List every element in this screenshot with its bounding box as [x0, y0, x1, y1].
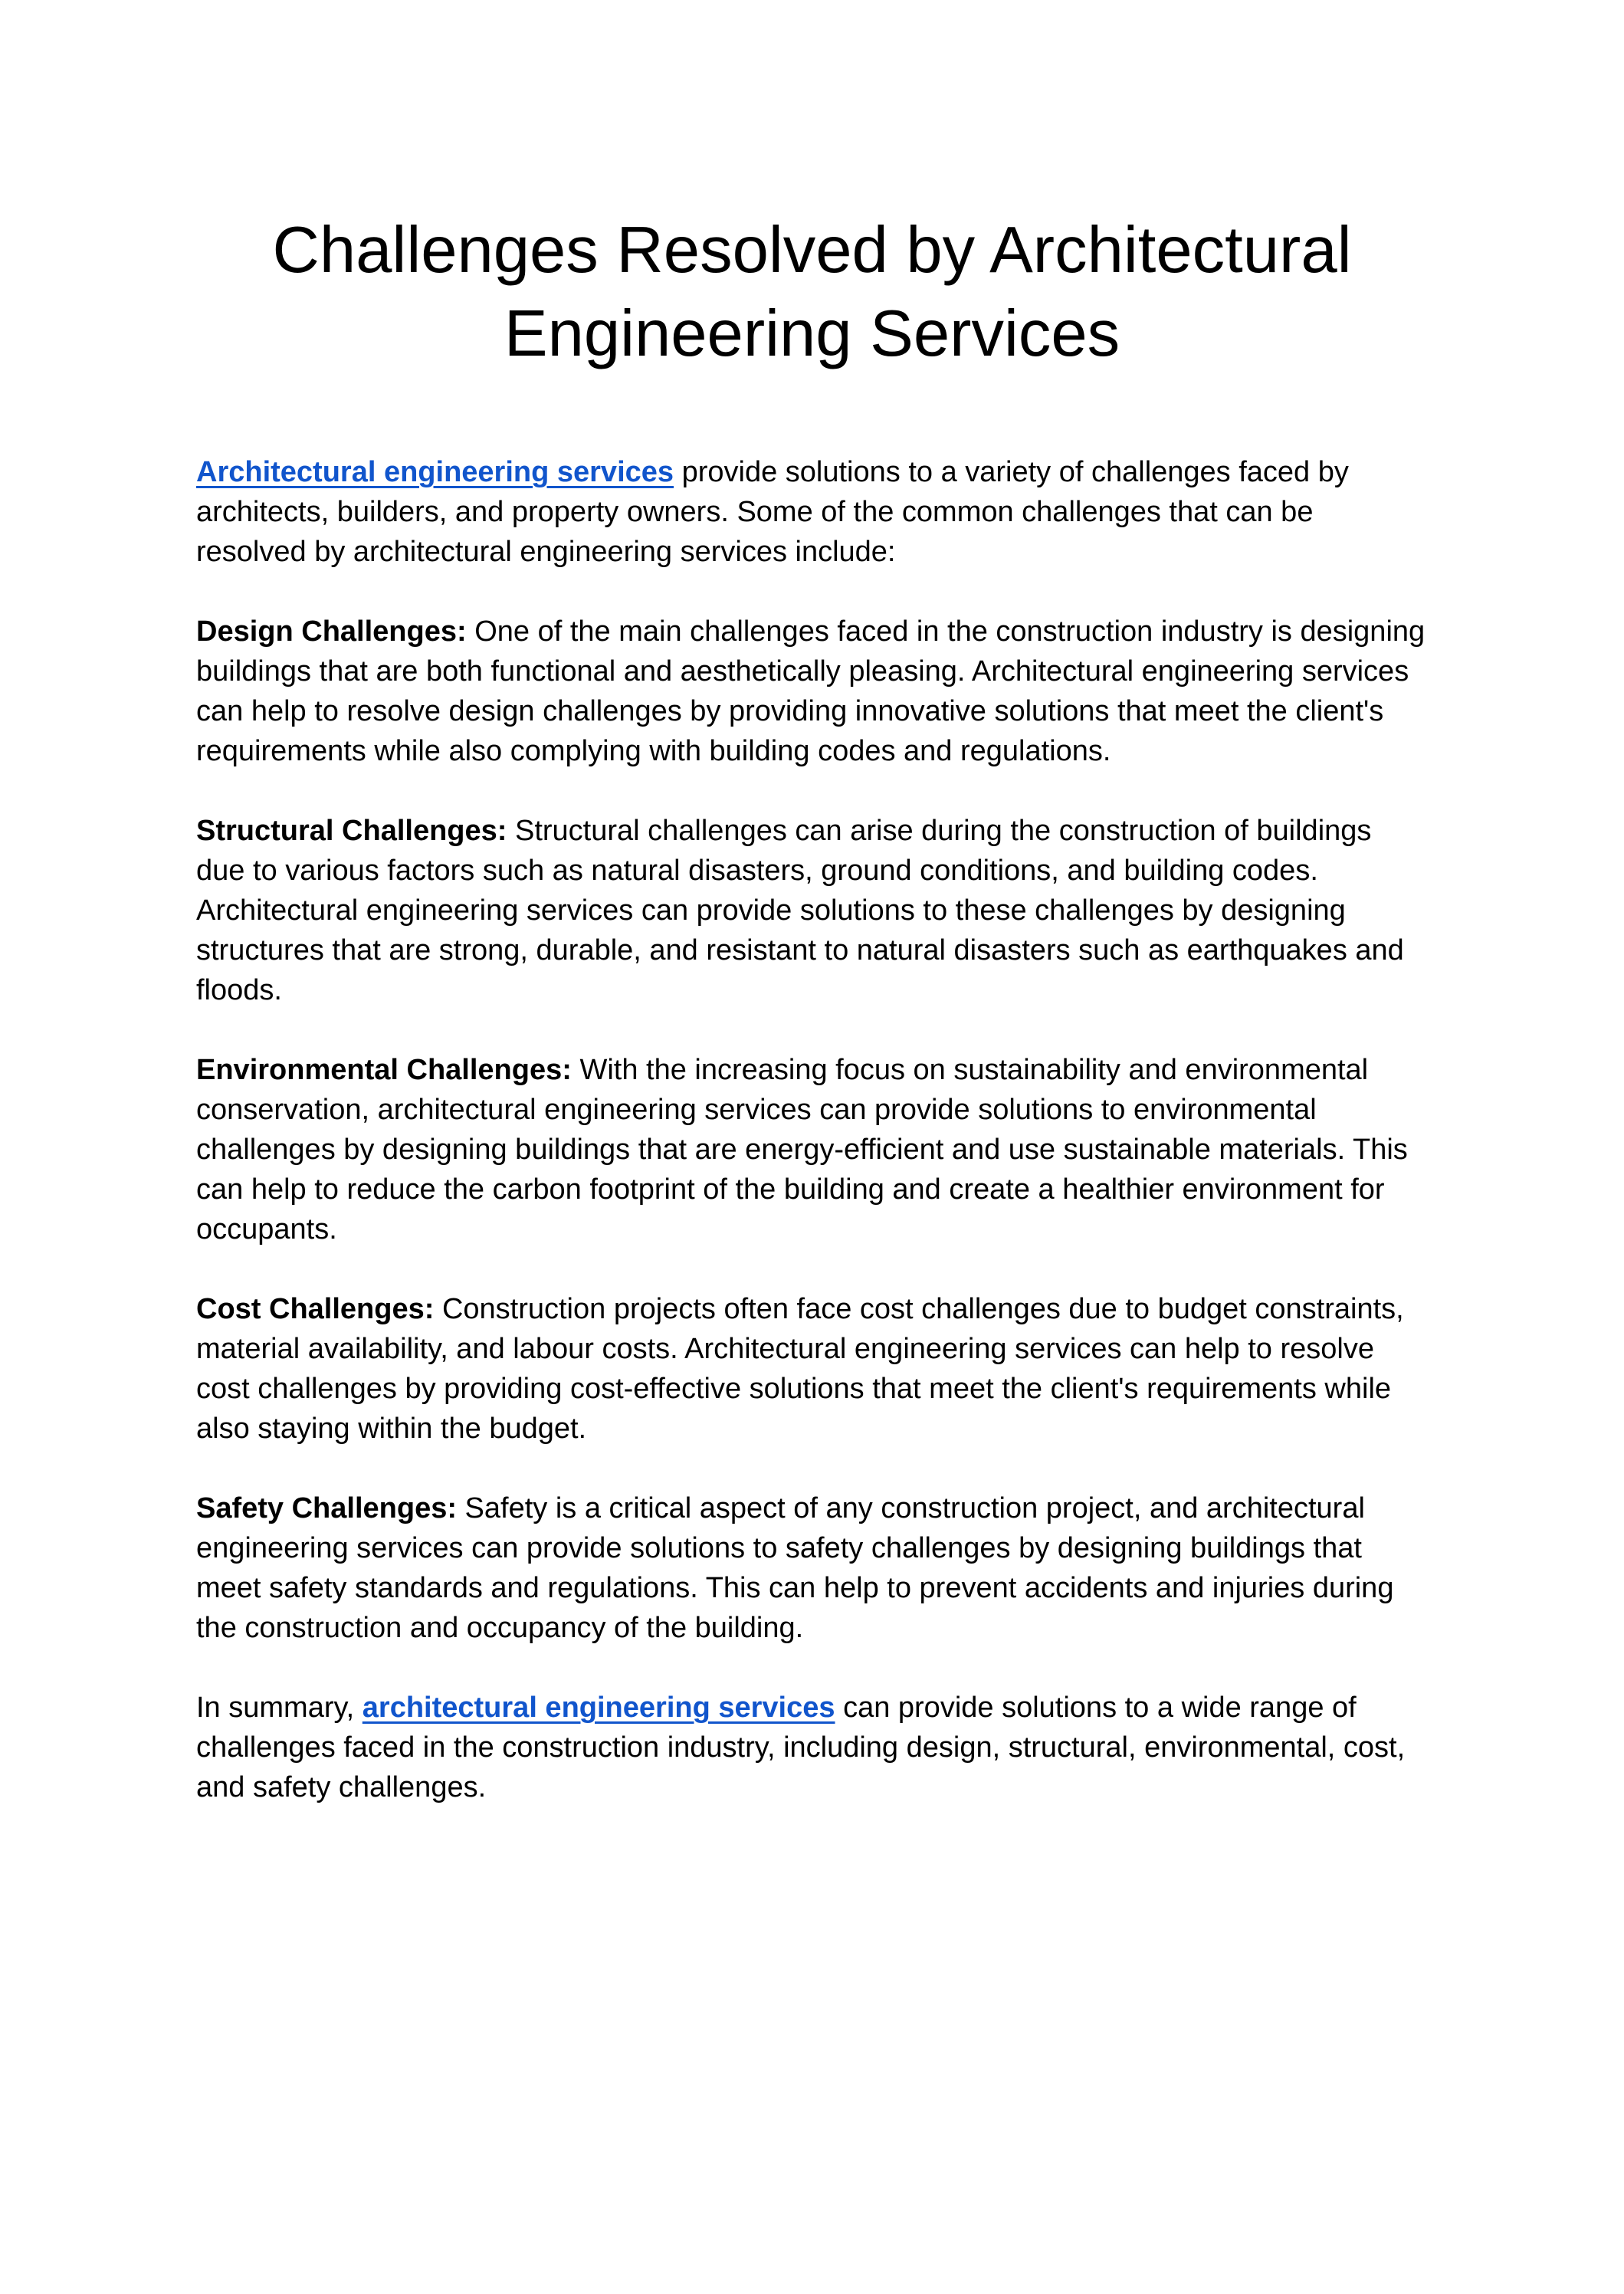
- intro-paragraph: [196, 452, 1428, 572]
- section-body-cost: Construction projects often face cost challenges due to budget constraints, material availability, and labour costs. Architectural engineering services can help to resolve cost challenges by providing cost-effective solutions that meet the client's requirements while also staying within the budget.: [196, 1293, 1404, 1445]
- summary-post-text: can provide solutions to a wide range of challenges faced in the construction industry, including design, structural, environmental, cost, and safety challenges.: [196, 1692, 1406, 1803]
- section-heading-environmental: Environmental Challenges:: [196, 1054, 572, 1086]
- summary-paragraph: [196, 1688, 1428, 1807]
- section-body-safety: Safety is a critical aspect of any construction project, and architectural engineering services can provide solutions to safety challenges by designing buildings that meet safety standards and regulations. This can help to prevent accidents and injuries during the construction and occupancy of the building.: [196, 1492, 1394, 1644]
- section-design-challenges: [196, 612, 1428, 771]
- architectural-engineering-services-link[interactable]: Architectural engineering services: [196, 456, 674, 488]
- section-cost-challenges: [196, 1289, 1428, 1449]
- section-environmental-challenges: [196, 1050, 1428, 1249]
- section-safety-challenges: [196, 1488, 1428, 1648]
- section-body-design: One of the main challenges faced in the construction industry is designing buildings that are both functional and aesthetically pleasing. Architectural engineering services can help to resolve design challenges by providing innovative solutions that meet the client's requirements while also complying with building codes and regulations.: [196, 615, 1426, 767]
- section-heading-structural: Structural Challenges:: [196, 815, 507, 847]
- section-body-environmental: With the increasing focus on sustainability and environmental conservation, architectural engineering services can provide solutions to environmental challenges by designing buildings that are energy-efficient and use sustainable materials. This can help to reduce the carbon footprint of the building and create a healthier environment for occupants.: [196, 1054, 1408, 1245]
- section-heading-design: Design Challenges:: [196, 615, 467, 648]
- section-heading-safety: Safety Challenges:: [196, 1492, 457, 1524]
- summary-pre-text: In summary,: [196, 1692, 363, 1724]
- document-title: Challenges Resolved by Architectural Engineering Services: [272, 214, 1352, 370]
- architectural-engineering-services-summary-link[interactable]: architectural engineering services: [362, 1692, 835, 1724]
- intro-text: provide solutions to a variety of challenges faced by architects, builders, and property owners. Some of the common challenges that can be resolved by architectural engineering services include:: [196, 456, 1349, 568]
- section-structural-challenges: [196, 811, 1428, 1010]
- section-body-structural: Structural challenges can arise during the construction of buildings due to various factors such as natural disasters, ground conditions, and building codes. Architectural engineering services can provide solutions to these challenges by designing structures that are strong, durable, and resistant to natural disasters such as earthquakes and floods.: [196, 815, 1404, 1006]
- section-heading-cost: Cost Challenges:: [196, 1293, 435, 1325]
